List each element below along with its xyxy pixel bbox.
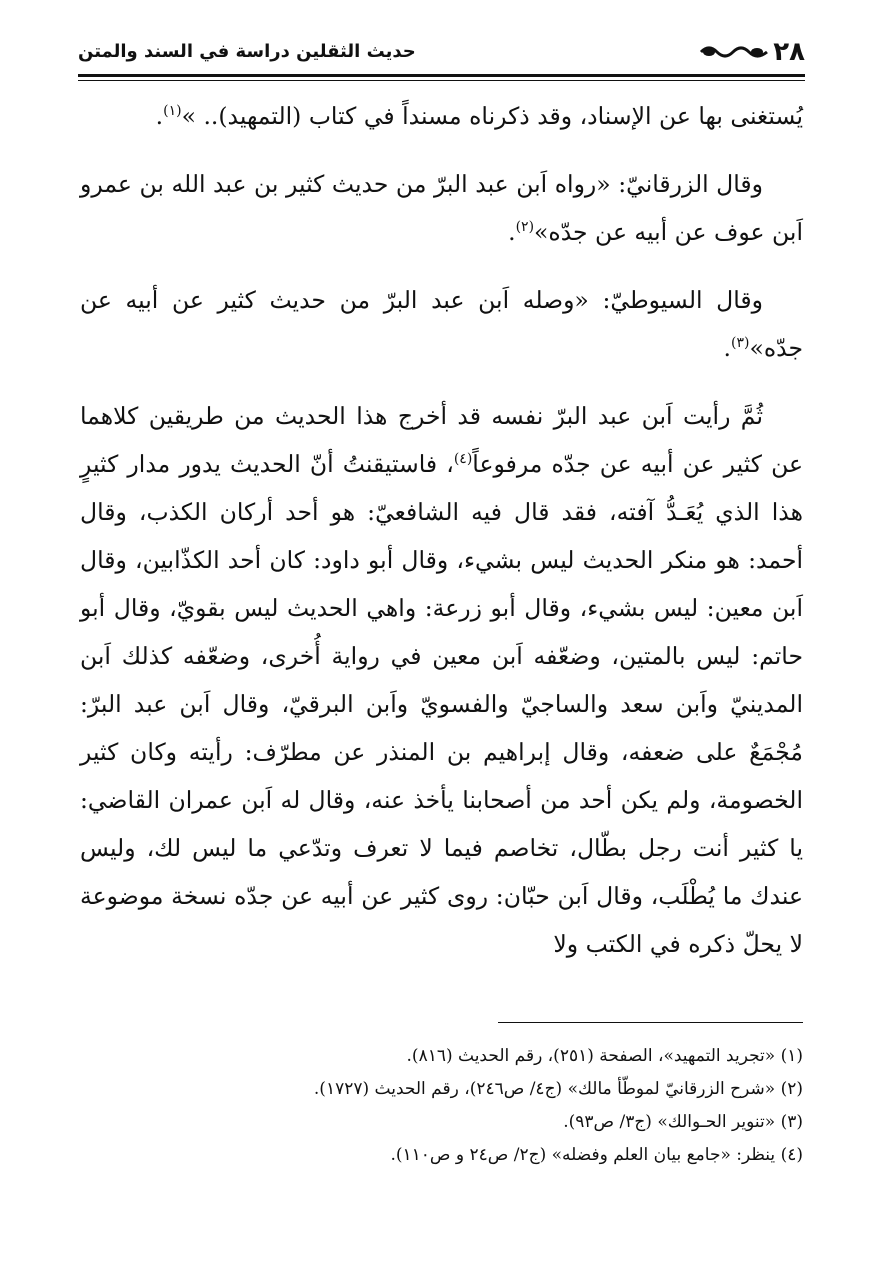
paragraph-3 bbox=[80, 276, 803, 372]
page-number-block bbox=[699, 39, 805, 65]
paragraph-2 bbox=[80, 160, 803, 256]
header-rule bbox=[78, 74, 805, 77]
footnote-2: (٢) «شرح الزرقانيّ لموطّأ مالك» (ج٤/ ص٢٤٦)، رقم الحديث (١٧٢٧). bbox=[313, 1079, 803, 1099]
footnote-1: (١) «تجريد التمهيد»، الصفحة (٢٥١)، رقم الحديث (٨١٦). bbox=[406, 1046, 803, 1066]
footnote-ref-1: (١) bbox=[163, 103, 182, 120]
paragraph-1 bbox=[80, 92, 803, 140]
footnote-3: (٣) «تنوير الحـوالك» (ج٣/ ص٩٣). bbox=[563, 1112, 803, 1132]
paragraph-tail: . bbox=[155, 102, 164, 130]
footnote-ref-2: (٢) bbox=[515, 219, 535, 236]
page-number: ٢٨ bbox=[773, 37, 805, 67]
footnote-separator bbox=[498, 1022, 803, 1023]
running-title: حديث الثقلين دراسة في السند والمتن bbox=[78, 41, 416, 62]
paragraph-4 bbox=[80, 392, 803, 968]
paragraph-tail: . bbox=[723, 334, 731, 362]
paragraph-text-continued: ، فاستيقنتُ أنّ الحديث يدور مدار كثيرٍ هذا الذي يُعَـدُّ آفته، فقد قال فيه الشافعيّ: هو أحد أركان الكذب، وقال أحمد: هو منكر الحديث ليس بشيء، وقال أبو داود: كان أحد الكذّابين، وقال اَبن معين: ليس بشيء، وقال أبو زرعة: واهي الحديث ليس بقويّ، وقال أبو حاتم: ليس بالمتين، وضعّفه اَبن معين في رواية أُخرى، وضعّفه كذلك اَبن المدينيّ واَبن سعد والساجيّ والفسويّ واَبن البرقيّ، وقال اَبن عبد البرّ: مُجْمَعٌ على ضعفه، وقال إبراهيم بن المنذر عن مطرّف: رأيته وكان كثير الخصومة، ولم يكن أحد من أصحابنا يأخذ عنه، وقال له اَبن عمران القاضي: يا كثير أنت رجل بطّال، تخاصم فيما لا تعرف وتدّعي ما ليس لك، وليس عندك ما يُطْلَب، وقال اَبن حبّان: روى كثير عن أبيه عن جدّه نسخة موضوعة لا يحلّ ذكره في الكتب ولا bbox=[80, 450, 803, 958]
paragraph-tail: . bbox=[508, 218, 516, 246]
footnote-ref-4: (٤) bbox=[453, 451, 473, 468]
paragraph-text: يُستغنى بها عن الإسناد، وقد ذكرناه مسنداً في كتاب (التمهيد).. » bbox=[181, 102, 803, 130]
decorative-ornament-icon bbox=[699, 43, 769, 61]
paragraph-text: وقال السيوطيّ: «وصله اَبن عبد البرّ من حديث كثير عن أبيه عن جدّه» bbox=[80, 286, 803, 362]
footnotes bbox=[80, 1040, 803, 1172]
paragraph-text: ثُمَّ رأيت اَبن عبد البرّ نفسه قد أخرج هذا الحديث من طريقين كلاهما عن كثير عن أبيه عن جدّه مرفوعاً bbox=[80, 402, 803, 478]
footnote-4: (٤) ينظر: «جامع بيان العلم وفضله» (ج٢/ ص٢٤ و ص١١٠). bbox=[390, 1145, 803, 1165]
header-rule-thin bbox=[78, 80, 805, 81]
main-text bbox=[80, 92, 803, 968]
footnote-ref-3: (٣) bbox=[730, 335, 750, 352]
paragraph-text: وقال الزرقانيّ: «رواه اَبن عبد البرّ من حديث كثير بن عبد الله بن عمرو اَبن عوف عن أبيه عن جدّه» bbox=[80, 170, 803, 246]
running-header bbox=[78, 30, 805, 74]
